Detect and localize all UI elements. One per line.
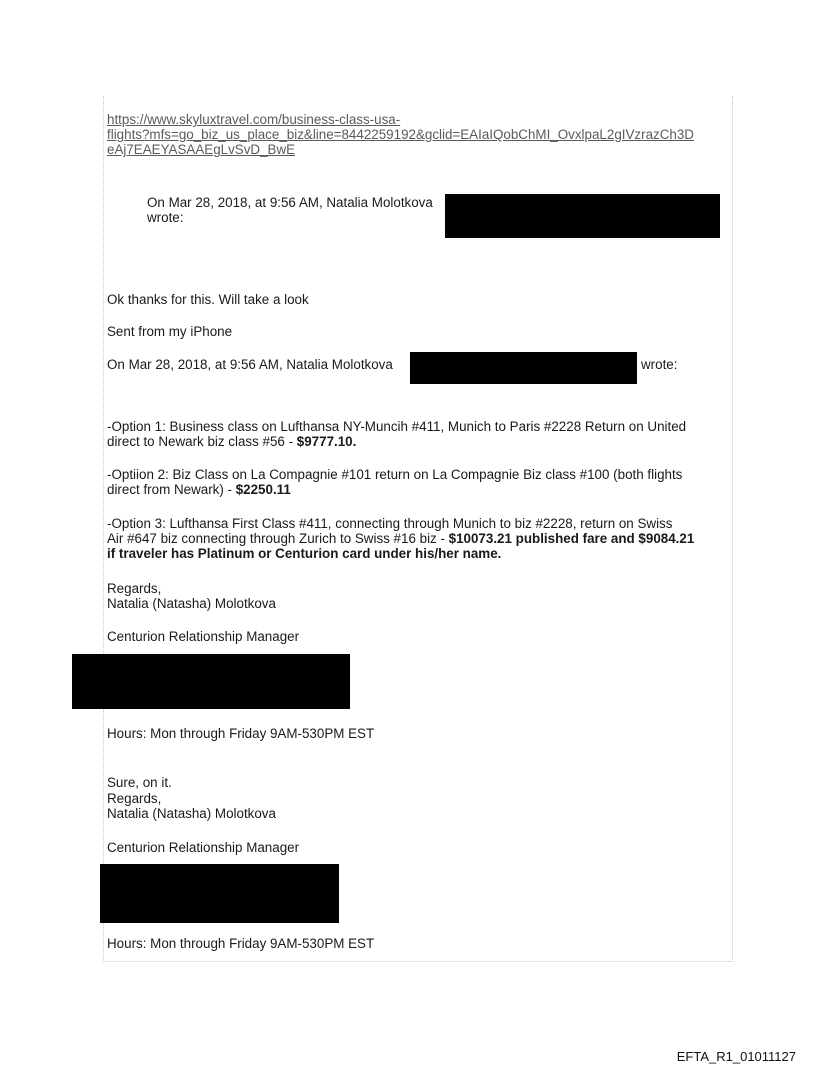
reply-signature: Sent from my iPhone [107,324,233,339]
signature-2-hours: Hours: Mon through Friday 9AM-530PM EST [107,936,375,951]
signature-1-title: Centurion Relationship Manager [107,629,300,644]
reply-2-text: Sure, on it. [107,775,172,790]
option-1-line-1: -Option 1: Business class on Lufthansa NY-Muncih #411, Munich to Paris #2228 Return on United [107,419,687,434]
option-2-line-1: -Optiion 2: Biz Class on La Compagnie #101 return on La Compagnie Biz class #100 (both flights [107,467,683,482]
option-3-line-1: -Option 3: Lufthansa First Class #411, connecting through Munich to biz #2228, return on Swiss [107,516,673,531]
signature-2-regards: Regards, [107,791,162,806]
option-3-price: $10073.21 published fare and $9084.21 [448,531,695,546]
signature-2-title: Centurion Relationship Manager [107,840,300,855]
option-2-text: direct from Newark) - [107,482,236,497]
option-3-line-2 [107,531,694,546]
url-link-line-3[interactable]: eAj7EAEYASAAEgLvSvD_BwE [107,142,296,157]
redaction-box [445,194,720,238]
option-2-price: $2250.11 [235,482,291,497]
option-1-text: direct to Newark biz class #56 - [107,434,297,449]
option-2-line-2 [107,482,291,497]
quote-header-2: On Mar 28, 2018, at 9:56 AM, Natalia Molotkova [107,357,393,372]
option-3-line-3 [107,546,501,561]
signature-1-name: Natalia (Natasha) Molotkova [107,596,276,611]
signature-1-regards: Regards, [107,581,162,596]
signature-1-hours: Hours: Mon through Friday 9AM-530PM EST [107,726,375,741]
quoted-header-line-1: On Mar 28, 2018, at 9:56 AM, Natalia Molotkova [147,195,433,210]
signature-2-name: Natalia (Natasha) Molotkova [107,806,276,821]
option-1-price: $9777.10. [296,434,357,449]
redaction-box [72,654,350,709]
quote-header-2-wrote: wrote: [641,357,678,372]
url-link-line-1[interactable]: https://www.skyluxtravel.com/business-class-usa- [107,112,401,127]
option-3-condition: if traveler has Platinum or Centurion card under his/her name. [107,546,502,561]
quoted-header-line-2: wrote: [147,210,184,225]
option-3-text: Air #647 biz connecting through Zurich to Swiss #16 biz - [107,531,449,546]
document-id: EFTA_R1_01011127 [676,1049,796,1064]
option-1-line-2 [107,434,356,449]
redaction-box [410,352,637,384]
reply-text: Ok thanks for this. Will take a look [107,292,309,307]
redaction-box [100,864,339,923]
url-link-line-2[interactable]: flights?mfs=go_biz_us_place_biz&line=8442259192&gclid=EAIaIQobChMI_OvxlpaL2gIVzrazCh3D [107,127,694,142]
